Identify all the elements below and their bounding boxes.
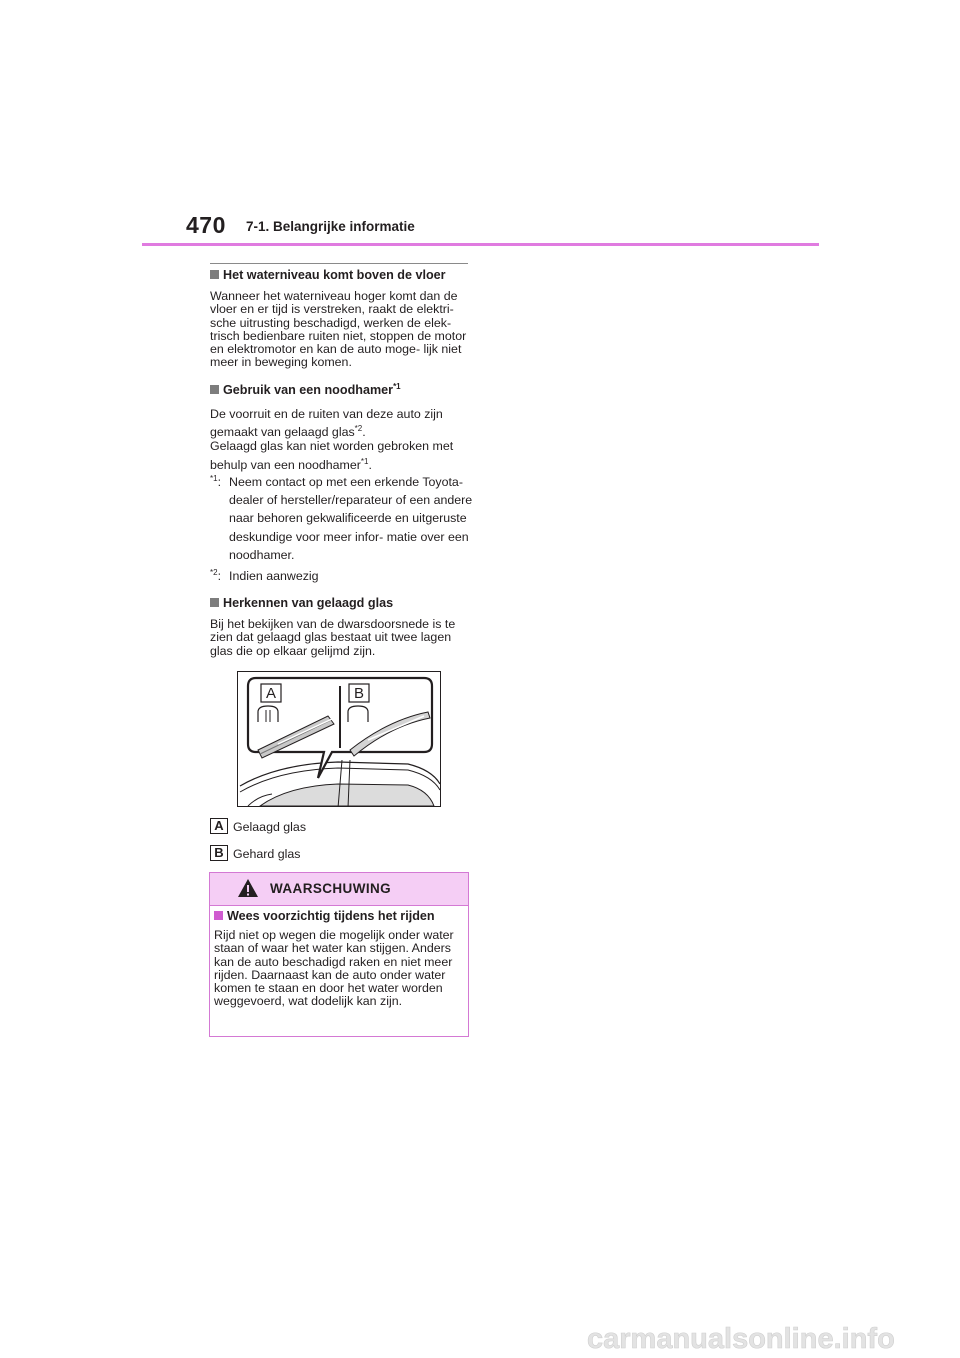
warning-box <box>209 872 469 1037</box>
warning-text: Rijd niet op wegen die mogelijk onder water staan of waar het water kan stijgen. Anders kan de auto beschadigd raken en niet meer rijden. Daarnaast kan de auto onder water komen te staan en door het water worden weggevoerd, wat dodelijk kan zijn. <box>214 928 454 1009</box>
legend-letter-a: A <box>210 818 228 834</box>
footnote-1-text: Neem contact op met een erkende Toyota-dealer of hersteller/reparateur of een andere naar behoren gekwalificeerde en uitgeruste deskundige voor meer infor- matie over een noodhamer. <box>229 475 473 562</box>
legend-text-a: Gelaagd glas <box>233 820 307 834</box>
paragraph-emergency-hammer: De voorruit en de ruiten van deze auto zijn gemaakt van gelaagd glas$^{*2}$. Gelaagd glas kan niet worden gebroken met behulp van een noodhamer$^{*1}$. <box>210 407 454 472</box>
square-bullet-icon <box>214 911 223 920</box>
warning-header <box>210 873 468 906</box>
figure-label-b: B <box>353 685 365 702</box>
footnote-2-text: Indien aanwezig <box>229 569 319 583</box>
paragraph-laminated-glass: Bij het bekijken van de dwarsdoorsnede is te zien dat gelaagd glas bestaat uit twee lagen glas die op elkaar gelijmd zijn. <box>210 617 456 658</box>
glass-cross-section-illustration <box>237 671 441 807</box>
section-title: 7-1. Belangrijke informatie <box>246 219 415 234</box>
figure-label-a: A <box>265 685 277 702</box>
square-bullet-icon <box>210 270 219 279</box>
heading-water-level: Het waterniveau komt boven de vloer <box>210 269 470 282</box>
header-rule <box>142 243 819 246</box>
warning-triangle-icon <box>237 878 259 898</box>
footnote-1-mark: $^{*1}$: <box>210 473 222 489</box>
legend-letter-b: B <box>210 845 228 861</box>
square-bullet-icon <box>210 385 219 394</box>
paragraph-water-level: Wanneer het waterniveau hoger komt dan de vloer en er tijd is verstreken, raakt de elektri- sche uitrusting beschadigd, werken de elek- trisch bedienbare ruiten niet, stoppen de motor en elektromotor en kan de auto moge- lijk niet meer in beweging komen. <box>210 289 467 370</box>
square-bullet-icon <box>210 598 219 607</box>
section-divider <box>210 263 468 264</box>
heading-emergency-hammer: Gebruik van een noodhamer$^{*1}$ <box>210 384 470 397</box>
watermark-logo <box>587 1322 955 1356</box>
page-number: 470 <box>186 212 226 238</box>
car-glass-illustration <box>238 672 441 807</box>
footnote-2-mark: $^{*2}$: <box>210 567 222 583</box>
warning-subheading: Wees voorzichtig tijdens het rijden <box>214 909 435 923</box>
warning-title: WAARSCHUWING <box>270 881 392 896</box>
svg-text:carmanualsonline.info: carmanualsonline.info <box>587 1323 895 1355</box>
heading-laminated-glass: Herkennen van gelaagd glas <box>210 597 470 610</box>
legend-text-b: Gehard glas <box>233 847 301 861</box>
